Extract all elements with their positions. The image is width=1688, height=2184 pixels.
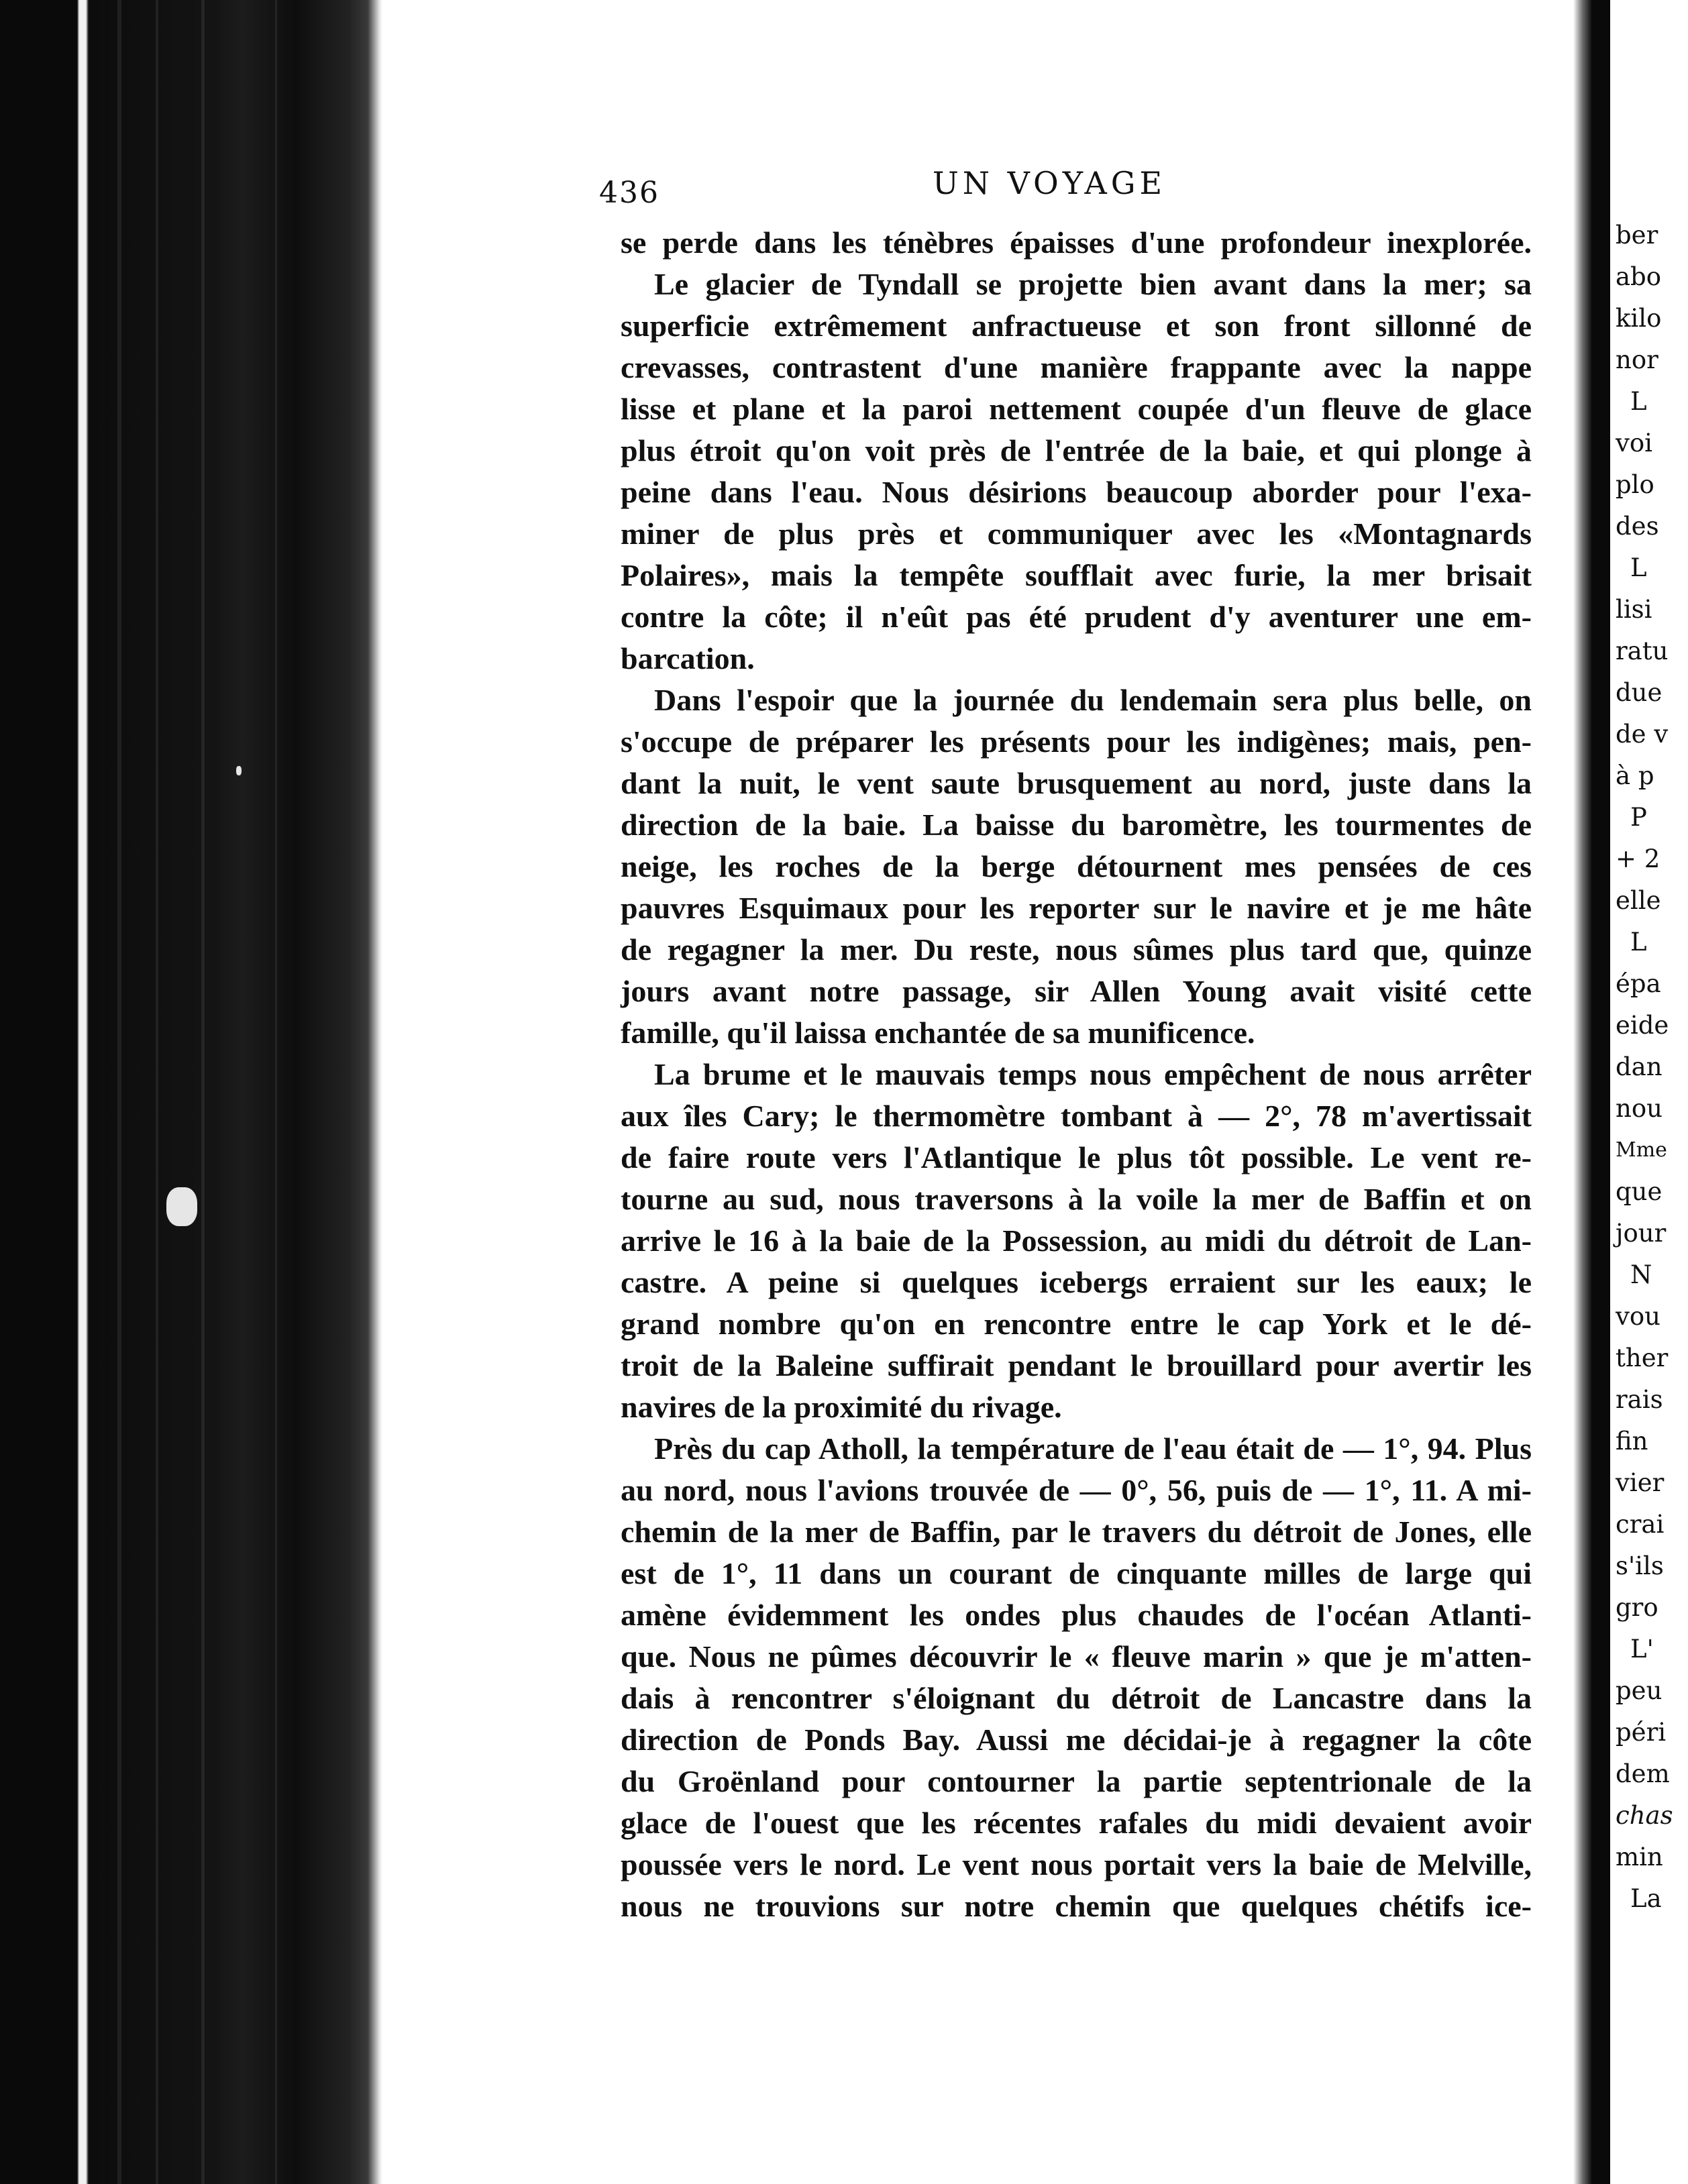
gutter-streak <box>275 0 277 2184</box>
text-line: famille, qu'il laissa enchantée de sa munificence. <box>621 1016 1255 1050</box>
text-line: Près du cap Atholl, la température de l'eau était de — 1°, 94. Plus <box>654 1431 1532 1466</box>
text-line: crevasses, contrastent d'une manière frappante avec la nappe <box>621 350 1532 384</box>
fragment-line: ber <box>1616 221 1658 250</box>
fragment-line: fin <box>1616 1427 1648 1456</box>
text-line: arrive le 16 à la baie de la Possession, au midi du détroit de Lan- <box>621 1223 1532 1258</box>
fragment-line: due <box>1616 678 1663 707</box>
text-line: de regagner la mer. Du reste, nous sûmes plus tard que, quinze <box>621 932 1532 967</box>
fragment-line: crai <box>1616 1510 1665 1539</box>
text-line: superficie extrêmement anfractueuse et son front sillonné de <box>621 309 1532 343</box>
facing-page-fragment <box>1610 0 1688 2184</box>
fragment-line: des <box>1616 512 1659 541</box>
text-line: miner de plus près et communiquer avec les «Montagnards <box>621 516 1532 551</box>
fragment-line: elle <box>1616 886 1661 915</box>
text-line: poussée vers le nord. Le vent nous portait vers la baie de Melville, <box>621 1847 1532 1881</box>
text-line: grand nombre qu'on en rencontre entre le cap York et le dé- <box>621 1307 1532 1341</box>
text-line: direction de Ponds Bay. Aussi me décidai-je à regagner la côte <box>621 1723 1532 1757</box>
fragment-line: vou <box>1616 1302 1661 1331</box>
text-line: Polaires», mais la tempête soufflait avec furie, la mer brisait <box>621 558 1532 592</box>
gutter-streak <box>156 0 158 2184</box>
dust-speck <box>166 1187 197 1226</box>
fragment-line: de v <box>1616 720 1669 749</box>
fragment-line: eide <box>1616 1011 1669 1040</box>
fragment-line: dem <box>1616 1759 1670 1788</box>
text-line: que. Nous ne pûmes découvrir le « fleuve marin » que je m'atten- <box>621 1639 1532 1674</box>
fragment-line: L <box>1630 553 1647 582</box>
fragment-line: kilo <box>1616 304 1662 333</box>
text-line: amène évidemment les ondes plus chaudes de l'océan Atlanti- <box>621 1598 1532 1632</box>
text-line: neige, les roches de la berge détournent mes pensées de ces <box>621 849 1532 883</box>
book-gutter-shadow <box>0 0 382 2184</box>
fragment-line: gro <box>1616 1593 1658 1622</box>
fragment-line: rais <box>1616 1385 1663 1414</box>
fragment-line: nou <box>1616 1094 1663 1123</box>
fragment-line: dan <box>1616 1052 1663 1081</box>
fragment-line: La <box>1630 1884 1662 1913</box>
fragment-line: vier <box>1616 1468 1665 1497</box>
fragment-line: chas <box>1616 1801 1673 1830</box>
fragment-line: voi <box>1616 429 1653 457</box>
text-line: direction de la baie. La baisse du baromètre, les tourmentes de <box>621 808 1532 842</box>
text-line: navires de la proximité du rivage. <box>621 1390 1062 1424</box>
text-line: peine dans l'eau. Nous désirions beaucoup aborder pour l'exa- <box>621 475 1532 509</box>
fragment-line: min <box>1616 1843 1663 1871</box>
fragment-line: N <box>1630 1260 1652 1289</box>
fragment-line: ther <box>1616 1344 1669 1372</box>
fragment-line: épa <box>1616 969 1661 998</box>
fragment-line: lisi <box>1616 595 1652 624</box>
fragment-line: à p <box>1616 761 1654 790</box>
fragment-line: L <box>1630 928 1647 957</box>
gutter-streak <box>201 0 205 2184</box>
fragment-line: + 2 <box>1616 844 1660 873</box>
text-line: Dans l'espoir que la journée du lendemain sera plus belle, on <box>654 683 1532 717</box>
fragment-line: que <box>1616 1177 1663 1206</box>
page-number: 436 <box>599 176 660 210</box>
fragment-line: péri <box>1616 1718 1667 1747</box>
fragment-line: jour <box>1616 1219 1667 1248</box>
text-line: pauvres Esquimaux pour les reporter sur le navire et je me hâte <box>621 891 1532 925</box>
fragment-line: L <box>1630 387 1647 416</box>
page-edge-shadow <box>1573 0 1610 2184</box>
text-line: glace de l'ouest que les récentes rafales du midi devaient avoir <box>621 1806 1532 1840</box>
dust-speck <box>236 766 242 775</box>
text-line: La brume et le mauvais temps nous empêchent de nous arrêter <box>654 1057 1532 1091</box>
fragment-line: s'ils <box>1616 1551 1664 1580</box>
fragment-line: ratu <box>1616 637 1669 665</box>
text-line: dant la nuit, le vent saute brusquement au nord, juste dans la <box>621 766 1532 800</box>
text-line: nous ne trouvions sur notre chemin que quelques chétifs ice- <box>621 1889 1532 1923</box>
fragment-line: plo <box>1616 470 1654 499</box>
fragment-line: Mme <box>1616 1138 1667 1162</box>
text-line: troit de la Baleine suffirait pendant le brouillard pour avertir les <box>621 1348 1532 1382</box>
text-line: tourne au sud, nous traversons à la voile la mer de Baffin et on <box>621 1182 1532 1216</box>
text-line: au nord, nous l'avions trouvée de — 0°, 56, puis de — 1°, 11. A mi- <box>621 1473 1532 1507</box>
text-line: se perde dans les ténèbres épaisses d'une profondeur inexplorée. <box>621 225 1532 260</box>
text-line: aux îles Cary; le thermomètre tombant à — 2°, 78 m'avertissait <box>621 1099 1532 1133</box>
text-line: du Groënland pour contourner la partie septentrionale de la <box>621 1764 1532 1798</box>
fragment-line: P <box>1630 803 1647 832</box>
text-line: lisse et plane et la paroi nettement coupée d'un fleuve de glace <box>621 392 1532 426</box>
text-line: chemin de la mer de Baffin, par le travers du détroit de Jones, elle <box>621 1515 1532 1549</box>
fragment-line: peu <box>1616 1676 1663 1705</box>
text-line: jours avant notre passage, sir Allen Young avait visité cette <box>621 974 1532 1008</box>
fragment-line: nor <box>1616 345 1658 374</box>
fragment-line: L' <box>1630 1635 1654 1663</box>
text-line: s'occupe de préparer les présents pour les indigènes; mais, pen- <box>621 724 1532 759</box>
text-line: castre. A peine si quelques icebergs erraient sur les eaux; le <box>621 1265 1532 1299</box>
text-line: barcation. <box>621 641 755 675</box>
text-line: plus étroit qu'on voit près de l'entrée de la baie, et qui plonge à <box>621 433 1532 468</box>
text-line: Le glacier de Tyndall se projette bien avant dans la mer; sa <box>654 267 1532 301</box>
fragment-line: abo <box>1616 262 1662 291</box>
gutter-streak <box>117 0 121 2184</box>
running-head: UN VOYAGE <box>933 165 1167 201</box>
text-line: de faire route vers l'Atlantique le plus tôt possible. Le vent re- <box>621 1140 1532 1175</box>
text-line: est de 1°, 11 dans un courant de cinquante milles de large qui <box>621 1556 1532 1590</box>
text-line: contre la côte; il n'eût pas été prudent d'y aventurer une em- <box>621 600 1532 634</box>
text-line: dais à rencontrer s'éloignant du détroit de Lancastre dans la <box>621 1681 1532 1715</box>
